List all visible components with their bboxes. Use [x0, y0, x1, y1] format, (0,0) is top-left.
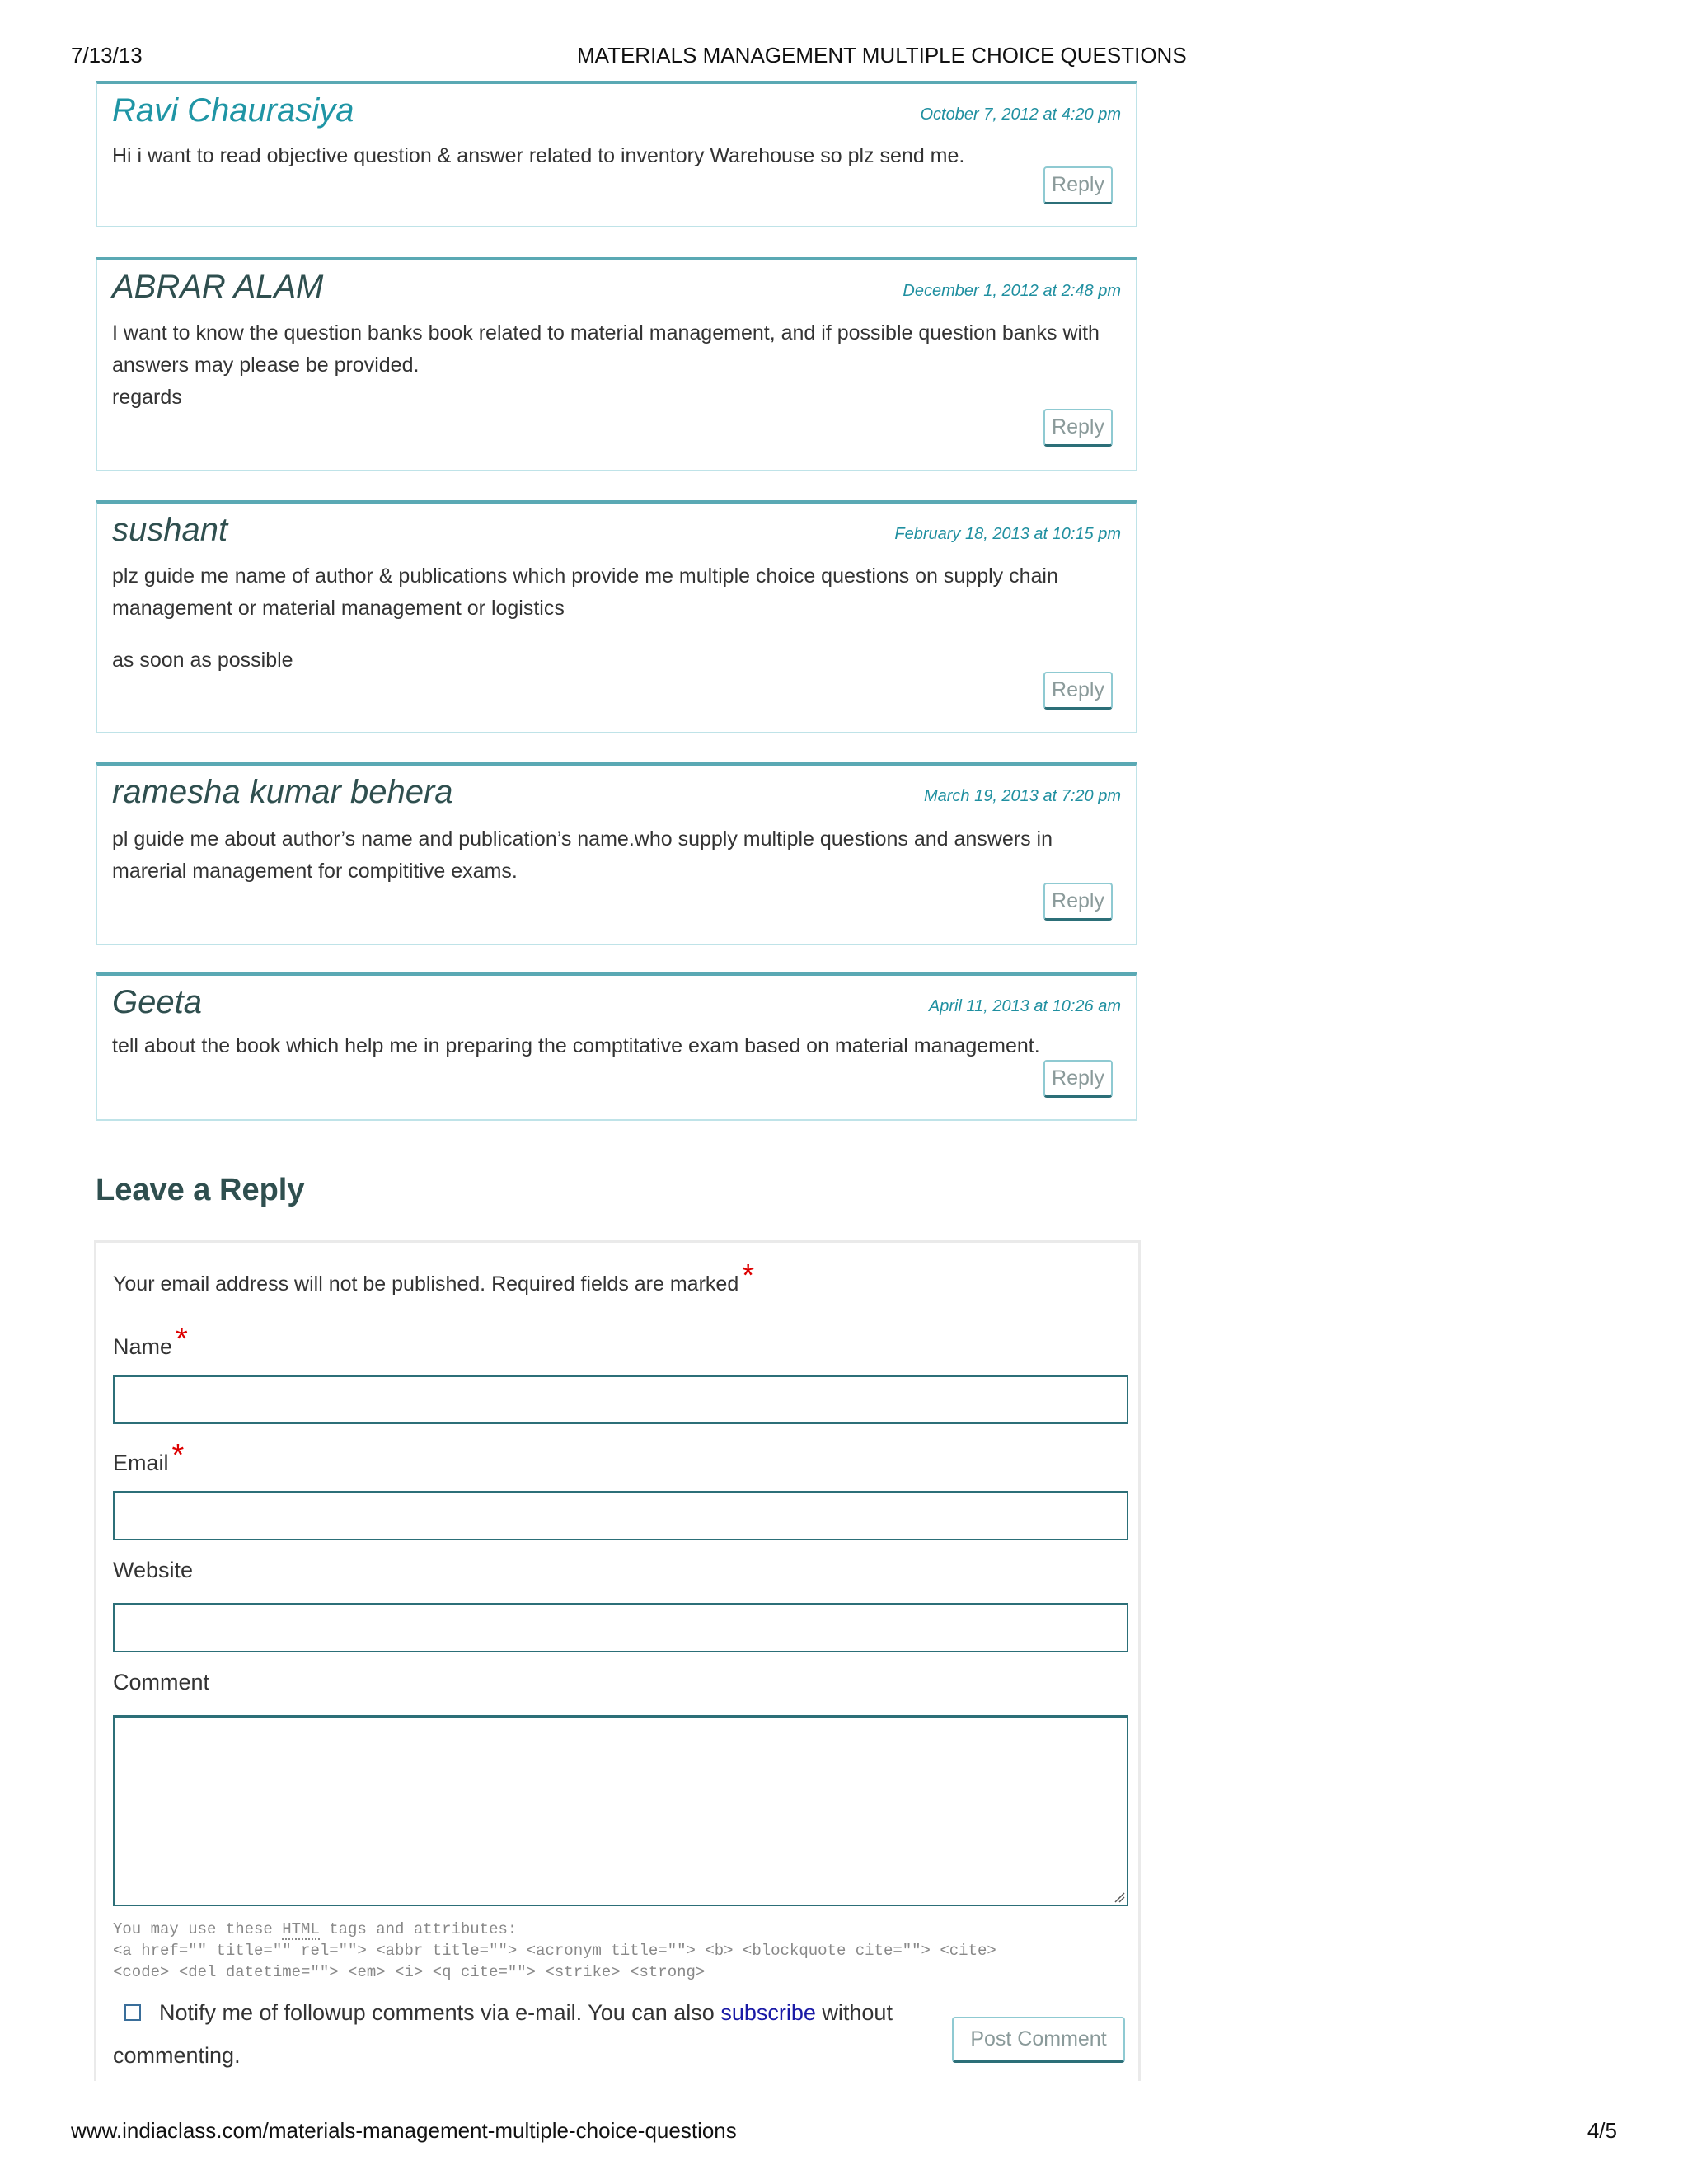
email-label: [113, 1438, 185, 1479]
comment-text: pl guide me about author’s name and publication’s name.who supply multiple questions and answers in marerial management for compititive exams.: [112, 827, 1053, 883]
post-comment-button[interactable]: Post Comment: [952, 2017, 1125, 2063]
comment-author: sushant: [112, 512, 228, 548]
comment-text: Hi i want to read objective question & answer related to inventory Warehouse so plz send me.: [112, 144, 965, 167]
comment-author[interactable]: Ravi Chaurasiya: [112, 92, 354, 129]
notify-checkbox[interactable]: [124, 2004, 141, 2021]
reply-button[interactable]: Reply: [1043, 883, 1113, 921]
allowed-tags-line: <code> <del datetime=""> <em> <i> <q cite=""> <strike> <strong>: [113, 1963, 706, 1981]
comment-body: [112, 317, 1111, 414]
print-date: 7/13/13: [71, 43, 143, 68]
allowed-tags-line: [113, 1919, 1127, 1940]
comment-body: [112, 823, 1111, 888]
website-field[interactable]: [113, 1603, 1128, 1652]
subscribe-link[interactable]: subscribe: [720, 2000, 816, 2025]
website-label: [113, 1558, 193, 1583]
website-label-text: Website: [113, 1558, 194, 1582]
comment-author: ABRAR ALAM: [112, 269, 324, 305]
email-field[interactable]: [113, 1491, 1128, 1540]
comment-body: [112, 1030, 1111, 1062]
reply-button[interactable]: Reply: [1043, 672, 1113, 710]
comment-card: [96, 762, 1137, 945]
notify-option: [113, 1991, 921, 2077]
comment-text: tell about the book which help me in preparing the comptitative exam based on material management.: [112, 1034, 1040, 1057]
notify-text: Notify me of followup comments via e-mail. You can also: [159, 2000, 721, 2025]
reply-button[interactable]: Reply: [1043, 1060, 1113, 1098]
name-label-text: Name: [113, 1334, 173, 1359]
comment-author: ramesha kumar behera: [112, 774, 453, 810]
comment-date[interactable]: February 18, 2013 at 10:15 pm: [894, 525, 1121, 543]
comment-date[interactable]: October 7, 2012 at 4:20 pm: [920, 105, 1121, 124]
comment-text: I want to know the question banks book related to material management, and if possible question banks with answers may please be provided.: [112, 321, 1100, 377]
required-asterisk: *: [171, 1438, 185, 1473]
allowed-tags-line: <a href="" title="" rel=""> <abbr title=""> <acronym title=""> <b> <blockquote cite=""> <cite>: [113, 1942, 996, 1960]
name-field[interactable]: [113, 1375, 1128, 1424]
comment-author: Geeta: [112, 984, 202, 1020]
comment-card: [96, 500, 1137, 733]
comment-date[interactable]: December 1, 2012 at 2:48 pm: [903, 282, 1121, 300]
comment-body: [112, 140, 1111, 172]
comment-label-text: Comment: [113, 1670, 210, 1694]
leave-reply-heading: Leave a Reply: [96, 1173, 305, 1207]
required-notice-text: Your email address will not be published. Required fields are marked: [113, 1272, 739, 1296]
reply-button[interactable]: Reply: [1043, 166, 1113, 204]
allowed-tags-note: [113, 1919, 1127, 1983]
resize-grip-icon[interactable]: [1114, 1891, 1125, 1903]
comment-date[interactable]: March 19, 2013 at 7:20 pm: [923, 787, 1121, 805]
required-notice: [113, 1258, 755, 1299]
comment-label: [113, 1670, 209, 1695]
comment-textarea[interactable]: [113, 1715, 1128, 1906]
required-asterisk: *: [742, 1258, 755, 1293]
comment-card: [96, 81, 1137, 227]
html-abbr: HTML: [282, 1920, 320, 1938]
comment-text: as soon as possible: [112, 649, 293, 672]
comment-date[interactable]: April 11, 2013 at 10:26 am: [928, 997, 1121, 1015]
print-footer-url: www.indiaclass.com/materials-management-multiple-choice-questions: [71, 2118, 737, 2143]
allowed-tags-intro: You may use these: [113, 1920, 283, 1938]
reply-button[interactable]: Reply: [1043, 409, 1113, 447]
email-label-text: Email: [113, 1451, 169, 1475]
print-page-title: MATERIALS MANAGEMENT MULTIPLE CHOICE QUESTIONS: [577, 43, 1187, 68]
name-label: [113, 1322, 188, 1362]
comment-text: plz guide me name of author & publications which provide me multiple choice questions on supply chain management or material management or logistics: [112, 565, 1058, 620]
comment-card: [96, 257, 1137, 471]
required-asterisk: *: [176, 1322, 188, 1357]
allowed-tags-intro-end: tags and attributes:: [319, 1920, 518, 1938]
print-page-number: 4/5: [1587, 2118, 1617, 2143]
reply-form: [94, 1240, 1141, 2081]
comment-card: [96, 972, 1137, 1121]
notify-text-end: without commenting.: [113, 2000, 893, 2068]
comment-text: regards: [112, 386, 182, 409]
comment-body: [112, 560, 1111, 677]
